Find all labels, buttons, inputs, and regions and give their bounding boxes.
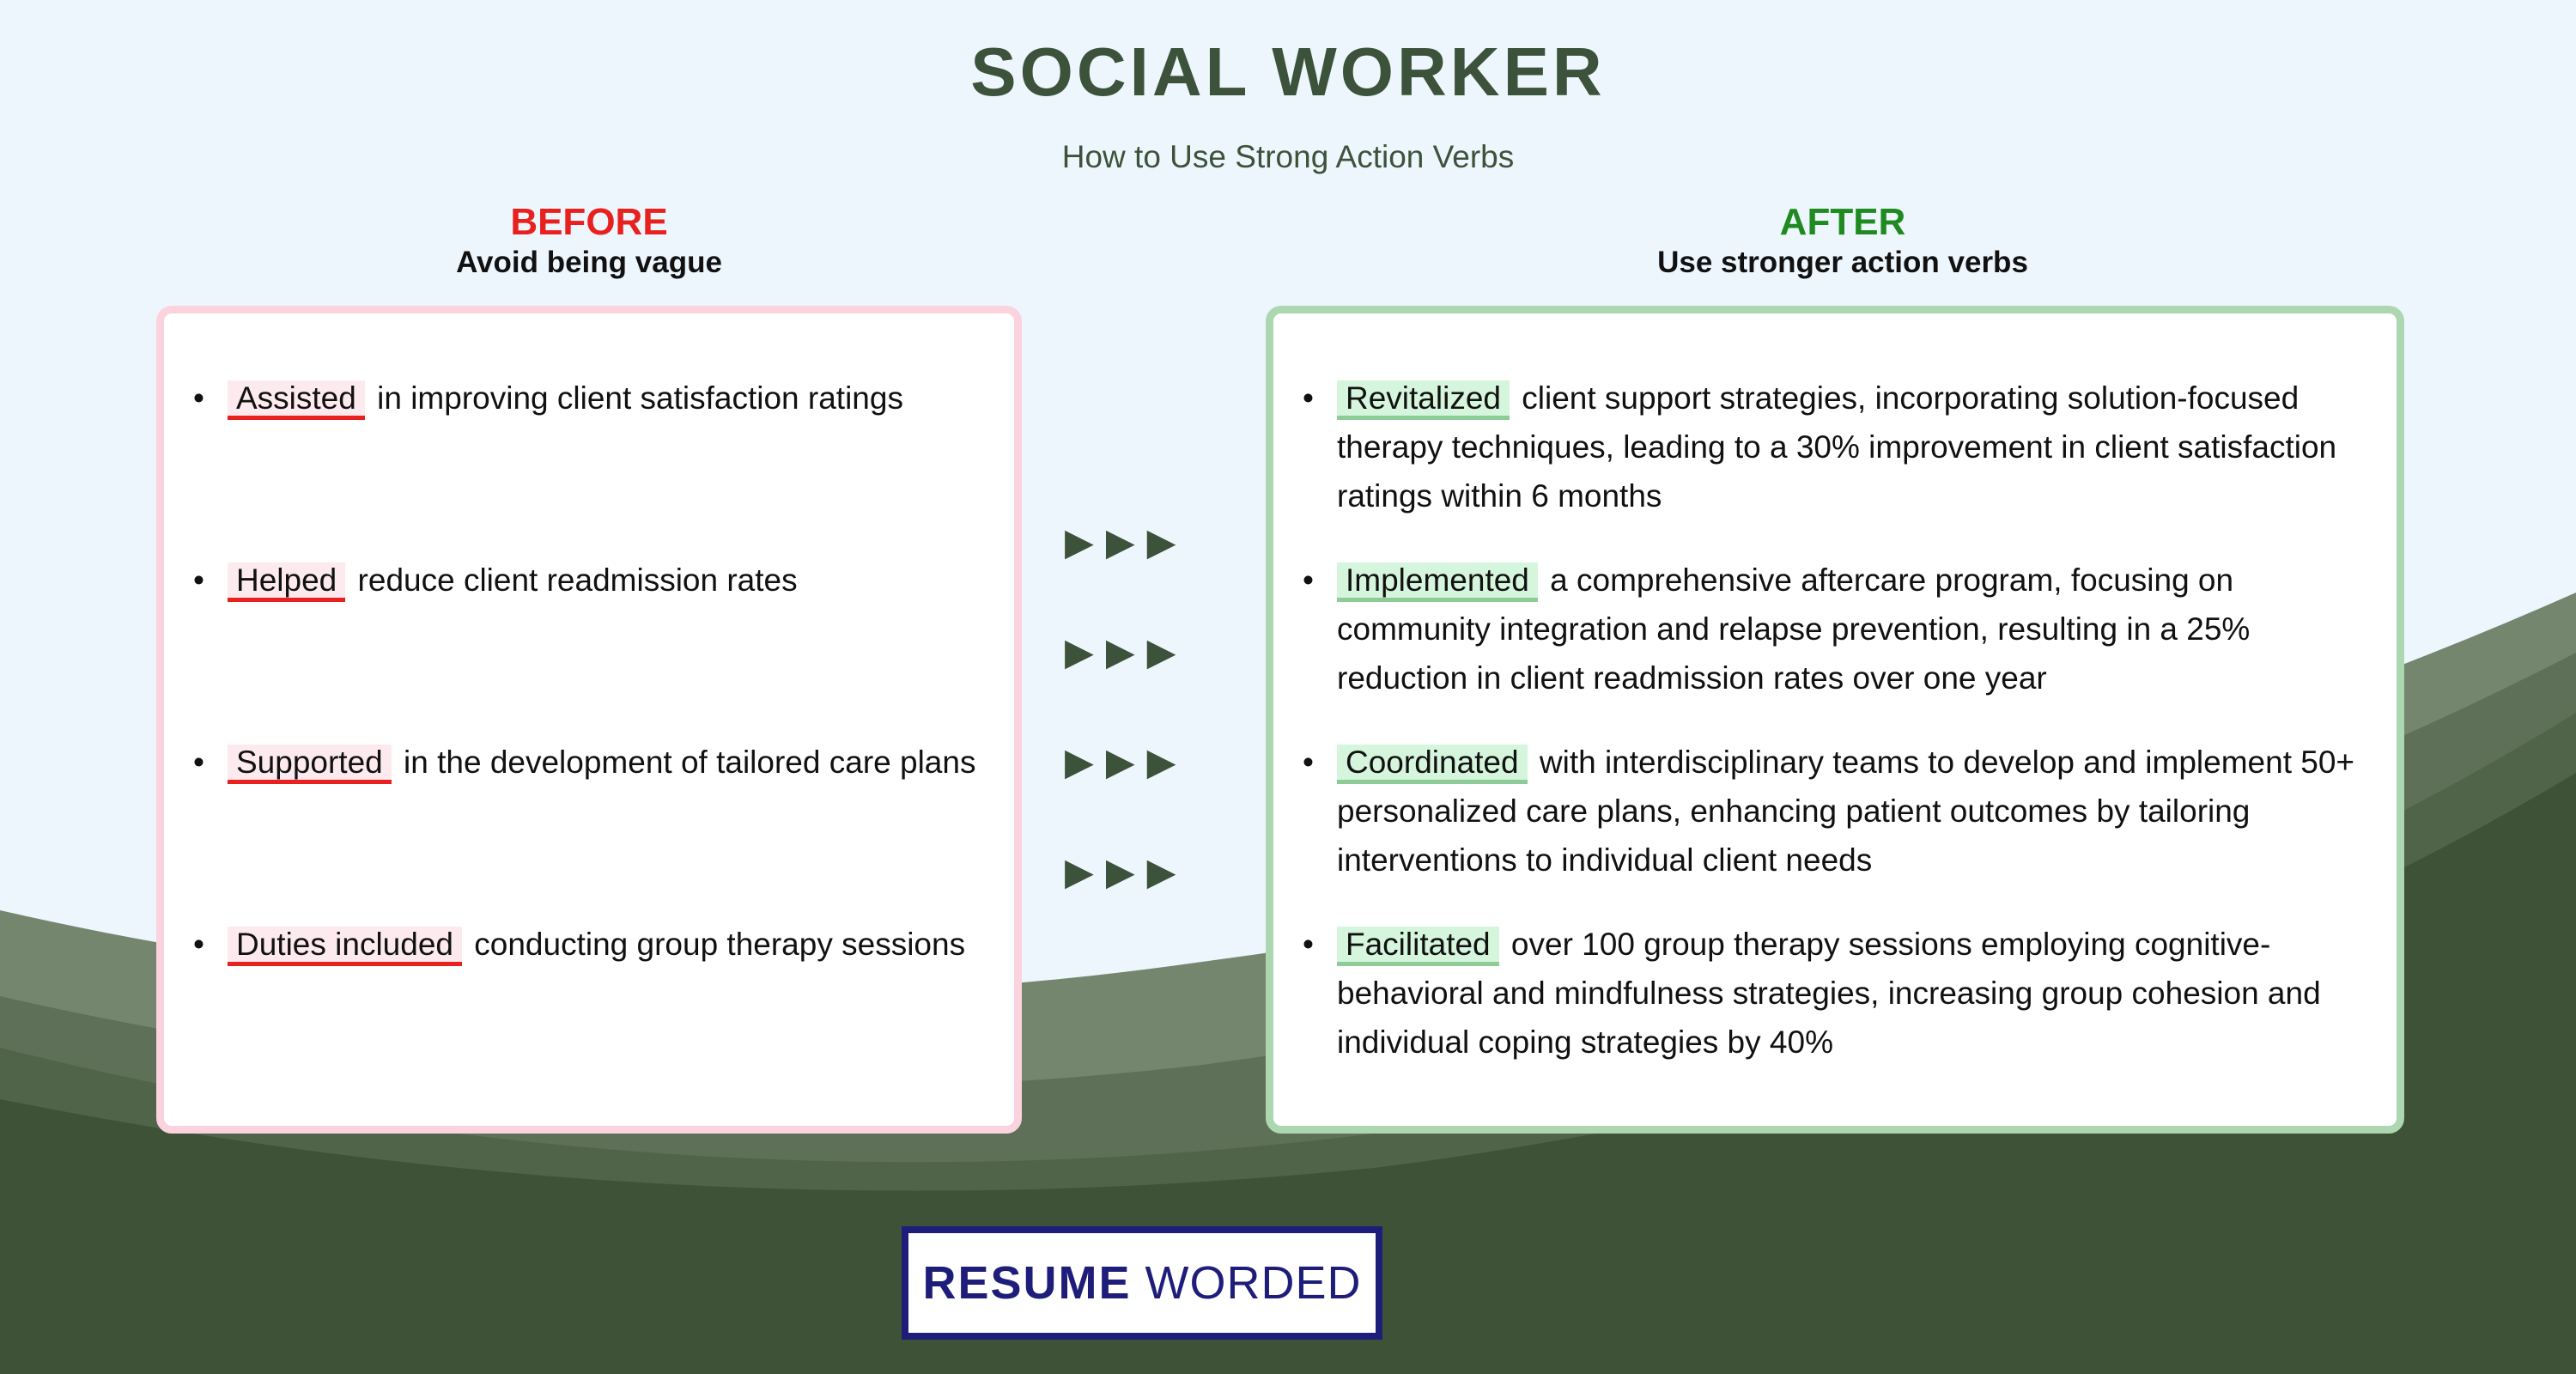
- arrow-icon: ▶▶▶: [1065, 521, 1188, 563]
- weak-verb: Assisted: [228, 380, 365, 420]
- item-text: over 100 group therapy sessions employing cognitive-behavioral and mindfulness strategies, increasing group cohesion and individual coping strategies by 40%: [1337, 927, 2321, 1060]
- logo-bold-text: RESUME: [922, 1257, 1132, 1309]
- bullet-icon: •: [193, 745, 204, 780]
- before-description: Avoid being vague: [456, 246, 722, 279]
- before-item: [190, 920, 1005, 1102]
- item-text: conducting group therapy sessions: [474, 927, 966, 962]
- before-header: [160, 201, 1018, 282]
- weak-verb: Duties included: [228, 927, 462, 966]
- strong-verb: Coordinated: [1337, 745, 1528, 784]
- before-item: [190, 374, 1005, 556]
- after-description: Use stronger action verbs: [1657, 246, 2028, 279]
- bullet-icon: •: [1303, 927, 1314, 962]
- strong-verb: Implemented: [1337, 562, 1538, 602]
- after-label: AFTER: [1779, 201, 1906, 243]
- arrow-icon: ▶▶▶: [1065, 851, 1188, 893]
- bullet-icon: •: [1303, 745, 1314, 780]
- item-text: a comprehensive aftercare program, focusing on community integration and relapse prevention, resulting in a 25% reduction in client readmission rates over one year: [1337, 562, 2251, 696]
- weak-verb: Helped: [228, 562, 345, 602]
- before-item: [190, 738, 1005, 920]
- bullet-icon: •: [193, 927, 204, 962]
- bullet-icon: •: [193, 380, 204, 416]
- arrow-icon: ▶▶▶: [1065, 741, 1188, 783]
- after-item: [1299, 738, 2371, 920]
- item-text: in the development of tailored care plans: [404, 745, 976, 780]
- bullet-icon: •: [1303, 380, 1314, 416]
- after-card: [1266, 306, 2404, 1134]
- item-text: with interdisciplinary teams to develop and implement 50+ personalized care plans, enhancing patient outcomes by tailoring interventions to individual client needs: [1337, 745, 2355, 878]
- after-header: [1267, 201, 2418, 282]
- after-item: [1299, 374, 2371, 556]
- after-item: [1299, 556, 2371, 738]
- item-text: reduce client readmission rates: [357, 562, 798, 598]
- strong-verb: Revitalized: [1337, 380, 1510, 420]
- bullet-icon: •: [193, 562, 204, 598]
- item-text: client support strategies, incorporating solution-focused therapy techniques, leading to a 30% improvement in client satisfaction ratings within 6 months: [1337, 380, 2337, 514]
- before-item: [190, 556, 1005, 738]
- resume-worded-logo[interactable]: [902, 1226, 1382, 1340]
- arrow-icon: ▶▶▶: [1065, 631, 1188, 673]
- logo-regular-text: WORDED: [1145, 1257, 1362, 1309]
- weak-verb: Supported: [228, 745, 392, 784]
- strong-verb: Facilitated: [1337, 927, 1499, 966]
- after-list: [1299, 374, 2371, 1102]
- page-title: SOCIAL WORKER: [970, 33, 1606, 110]
- before-card: [156, 306, 1022, 1134]
- after-item: [1299, 920, 2371, 1102]
- bullet-icon: •: [1303, 562, 1314, 598]
- before-label: BEFORE: [510, 201, 668, 243]
- before-list: [190, 374, 1005, 1102]
- item-text: in improving client satisfaction ratings: [377, 380, 903, 416]
- page-subtitle: How to Use Strong Action Verbs: [1061, 139, 1515, 174]
